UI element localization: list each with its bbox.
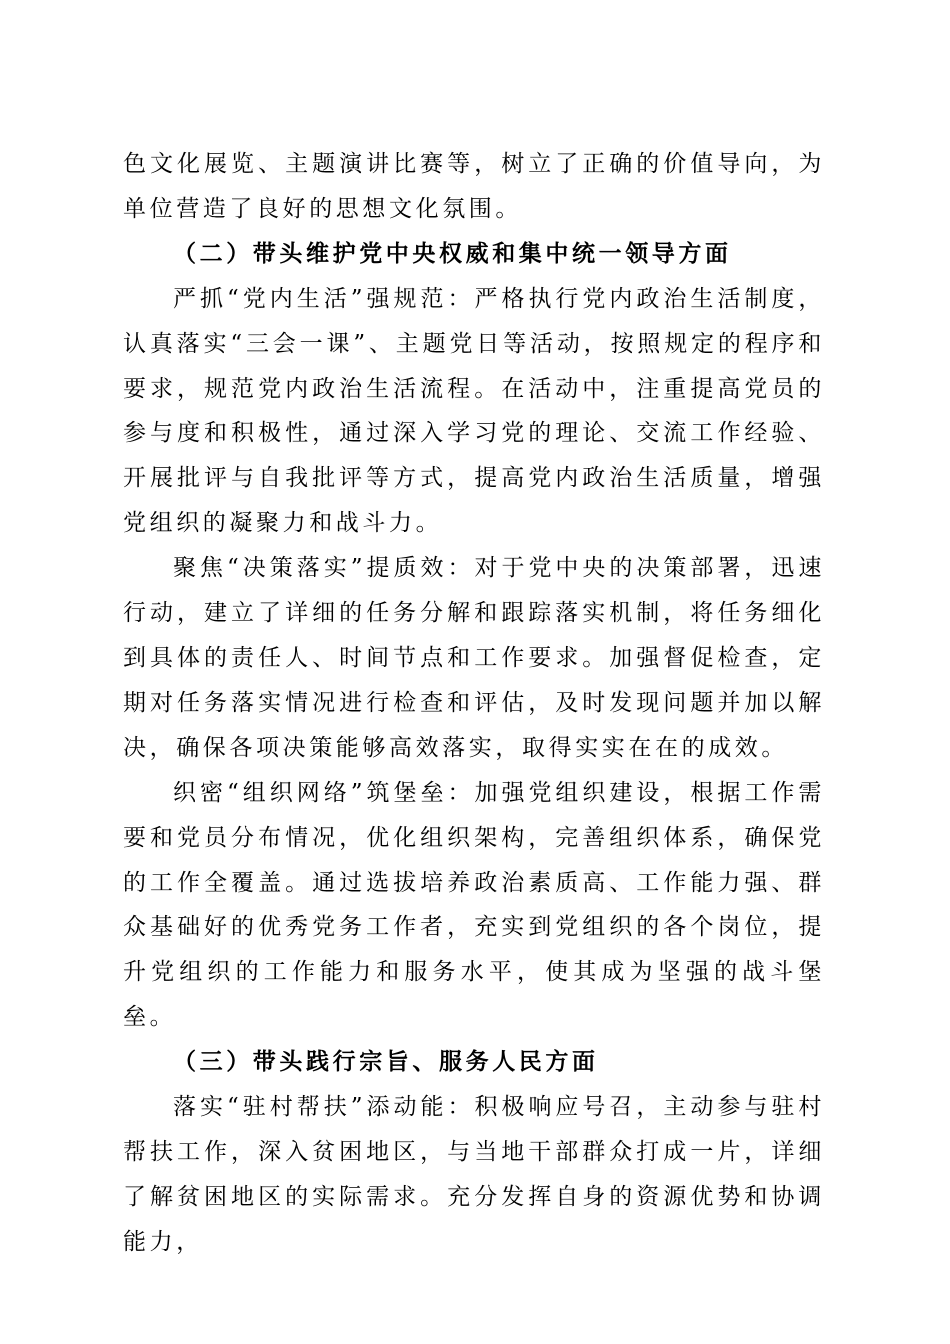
- paragraph-decision-implementation: 聚焦“决策落实”提质效：对于党中央的决策部署，迅速行动，建立了详细的任务分解和跟踪落实机制，将任务细化到具体的责任人、时间节点和工作要求。加强督促检查，定期对任务落实情况进行检查和评估，及时发现问题并加以解决，确保各项决策能够高效落实，取得实实在在的成效。: [123, 555, 825, 761]
- paragraph-village-assistance: 落实“驻村帮扶”添动能：积极响应号召，主动参与驻村帮扶工作，深入贫困地区，与当地干部群众打成一片，详细了解贫困地区的实际需求。充分发挥自身的资源优势和协调能力，: [123, 1094, 825, 1255]
- document-body: [123, 142, 825, 1265]
- paragraph-organization-network: 织密“组织网络”筑堡垒：加强党组织建设，根据工作需要和党员分布情况，优化组织架构，完善组织体系，确保党的工作全覆盖。通过选拔培养政治素质高、工作能力强、群众基础好的优秀党务工作者，充实到党组织的各个岗位，提升党组织的工作能力和服务水平，使其成为坚强的战斗堡垒。: [123, 779, 825, 1031]
- section-heading-3: （三）带头践行宗旨、服务人民方面: [173, 1048, 599, 1076]
- continuation-paragraph: 色文化展览、主题演讲比赛等，树立了正确的价值导向，为单位营造了良好的思想文化氛围。: [123, 151, 825, 222]
- paragraph-party-life: 严抓“党内生活”强规范：严格执行党内政治生活制度，认真落实“三会一课”、主题党日等活动，按照规定的程序和要求，规范党内政治生活流程。在活动中，注重提高党员的参与度和积极性，通过深入学习党的理论、交流工作经验、开展批评与自我批评等方式，提高党内政治生活质量，增强党组织的凝聚力和战斗力。: [123, 285, 825, 537]
- section-heading-2: （二）带头维护党中央权威和集中统一领导方面: [173, 239, 732, 267]
